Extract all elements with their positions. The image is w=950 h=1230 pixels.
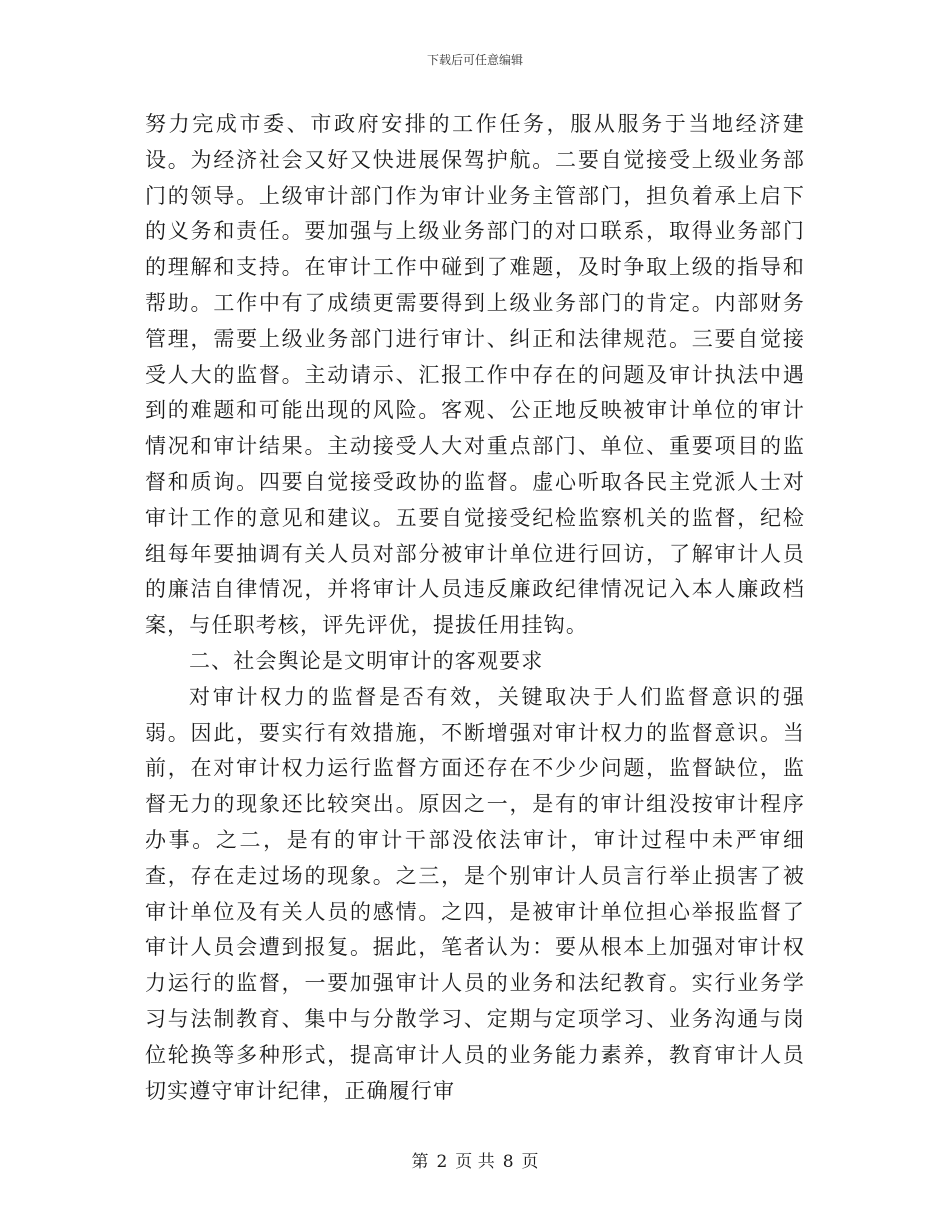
- document-body: [145, 107, 805, 1109]
- page-suffix: 页: [521, 1152, 539, 1172]
- paragraph-continuation: 努力完成市委、市政府安排的工作任务，服从服务于当地经济建设。为经济社会又好又快进展保驾护航。二要自觉接受上级业务部门的领导。上级审计部门作为审计业务主管部门，担负着承上启下的义务和责任。要加强与上级业务部门的对口联系，取得业务部门的理解和支持。在审计工作中碰到了难题，及时争取上级的指导和帮助。工作中有了成绩更需要得到上级业务部门的肯定。内部财务管理，需要上级业务部门进行审计、纠正和法律规范。三要自觉接受人大的监督。主动请示、汇报工作中存在的问题及审计执法中遇到的难题和可能出现的风险。客观、公正地反映被审计单位的审计情况和审计结果。主动接受人大对重点部门、单位、重要项目的监督和质询。四要自觉接受政协的监督。虚心听取各民主党派人士对审计工作的意见和建议。五要自觉接受纪检监察机关的监督，纪检组每年要抽调有关人员对部分被审计单位进行回访，了解审计人员的廉洁自律情况，并将审计人员违反廉政纪律情况记入本人廉政档案，与任职考核，评先评优，提拔任用挂钩。: [145, 112, 805, 638]
- page-mid: 页 共: [455, 1152, 495, 1172]
- section-heading: 二、社会舆论是文明审计的客观要求: [189, 648, 544, 673]
- page-footer: [0, 1151, 950, 1173]
- page-number: 2: [436, 1152, 448, 1172]
- paragraph-body: 对审计权力的监督是否有效，关键取决于人们监督意识的强弱。因此，要实行有效措施，不断增强对审计权力的监督意识。当前，在对审计权力运行监督方面还存在不少少问题，监督缺位，监督无力的现象还比较突出。原因之一，是有的审计组没按审计程序办事。之二，是有的审计干部没依法审计，审计过程中未严审细查，存在走过场的现象。之三，是个别审计人员言行举止损害了被审计单位及有关人员的感情。之四，是被审计单位担心举报监督了审计人员会遭到报复。据此，笔者认为：要从根本上加强对审计权力运行的监督，一要加强审计人员的业务和法纪教育。实行业务学习与法制教育、集中与分散学习、定期与定项学习、业务沟通与岗位轮换等多种形式，提高审计人员的业务能力素养，教育审计人员切实遵守审计纪律，正确履行审: [145, 684, 805, 1103]
- total-pages: 8: [502, 1152, 514, 1172]
- page-prefix: 第: [411, 1152, 429, 1172]
- page-header-note: 下载后可任意编辑: [426, 53, 523, 67]
